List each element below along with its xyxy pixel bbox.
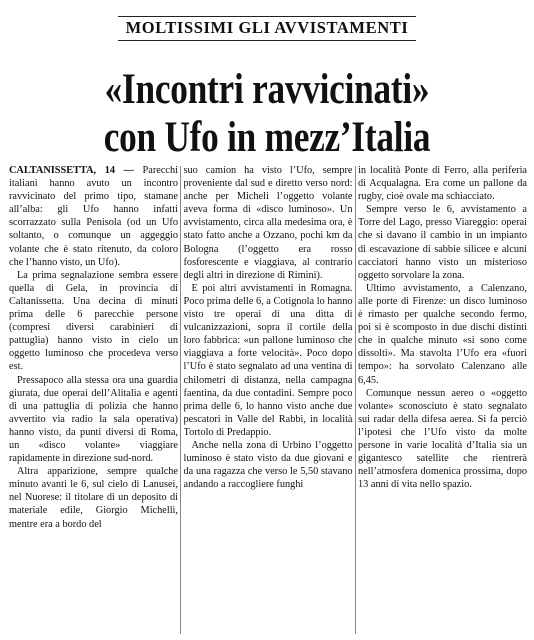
paragraph: Anche nella zona di Urbino l’oggetto luminoso è stato visto da due giovani e da una ragazza che verso le 5,50 stavano andando a raccogliere funghi	[183, 439, 353, 491]
column-rule	[355, 166, 356, 634]
paragraph: Sempre verso le 6, avvistamento a Torre del Lago, presso Viareggio: operai che si davano il cambio in un impianto di escavazione di sabbie silicee e alcuni cacciatori hanno visto un misterioso oggetto sorvolare la zona.	[358, 204, 527, 281]
paragraph: Altra apparizione, sempre qualche minuto avanti le 6, sul cielo di Lanusei, nel Nuorese: il titolare di un deposito di materiale edile, Giorgio Michelli, mentre era a bordo del	[9, 466, 178, 530]
column-3	[358, 164, 527, 636]
paragraph: Parecchi italiani hanno avuto un incontro ravvicinato del primo tipo, stamane all’alba: gli Ufo hanno infatti scorrazzato sulla Penisola (od un Ufo soltanto, o comunque un aggeggio volante che è stato ritenuto, da coloro che l’hanno visto, un Ufo).	[9, 165, 178, 268]
paragraph: Pressapoco alla stessa ora una guardia giurata, due operai dell’Alitalia e agenti di una pattuglia di polizia che hanno avvertito via radio la sala operativa) hanno visto, da punti diversi di Roma, un «disco volante» viaggiare rapidamente in direzione sud-nord.	[9, 374, 178, 465]
paragraph: Comunque nessun aereo o «oggetto volante» sconosciuto è stato segnalato sui radar della difesa aerea. Si fa perciò l’ipotesi che l’Ufo visto da molte persone in varie località d’Italia sia un gigantesco satellite che rientrerà nell’atmosfera domenica prossima, dopo 13 anni di vita nello spazio.	[358, 387, 527, 491]
column-1	[9, 164, 178, 636]
article-body	[9, 164, 527, 636]
column-2	[184, 164, 353, 636]
paragraph: La prima segnalazione sembra essere quella di Gela, in provincia di Caltanissetta. Una decina di minuti prima delle 6 parecchie persone (compresi diversi carabinieri di pattuglia) hanno visto in cielo un oggetto luminoso che procedeva verso est.	[9, 269, 178, 373]
paragraph: suo camion ha visto l’Ufo, sempre proveniente dal sud e diretto verso nord: anche per Micheli l’oggetto volante aveva forma di «disco luminoso». Un avvistamento, circa alla medesima ora, è stato fatto anche a Ozzano, pochi km da Bologna (l’oggetto era rosso fosforescente e viaggiava, al contrario degli altri in direzione di Rimini).	[183, 165, 353, 281]
headline-line-1: «Incontri ravvicinati»	[104, 66, 430, 113]
paragraph: in località Ponte di Ferro, alla periferia di Acqualagna. Era come un pallone da rugby, cioè ovale ma schiacciato.	[358, 165, 527, 203]
column-rule	[180, 166, 181, 634]
dateline: CALTANISSETTA, 14 —	[9, 165, 134, 176]
headline	[48, 66, 486, 162]
headline-line-2: con Ufo in mezz’Italia	[103, 114, 431, 161]
paragraph: Ultimo avvistamento, a Calenzano, alle porte di Firenze: un disco luminoso è rimasto per qualche secondo fermo, poi si è scomposto in due dischi distinti che in qualche minuto «si sono come dissolti». Ma stavolta l’Ufo era «fuori tempo»: ha sorvolato Calenzano alle 6,45.	[358, 282, 527, 386]
dateline-paragraph	[9, 164, 178, 269]
paragraph: E poi altri avvistamenti in Romagna. Poco prima delle 6, a Cotignola lo hanno visto tre operai di una ditta di vulcanizzazioni, sopra il cortile della loro fabbrica: «un pallone luminoso che viaggiava a forte velocità». Poco dopo l’Ufo è stato segnalato ad una ventina di chilometri di distanza, nella campagna faentina, da due contadini. Sempre poco prima delle 6, lo hanno visto anche due pescatori in Valle del Rabbi, in località Tortolo di Predappio.	[183, 282, 353, 438]
kicker-container	[0, 16, 534, 41]
kicker: MOLTISSIMI GLI AVVISTAMENTI	[118, 16, 417, 41]
